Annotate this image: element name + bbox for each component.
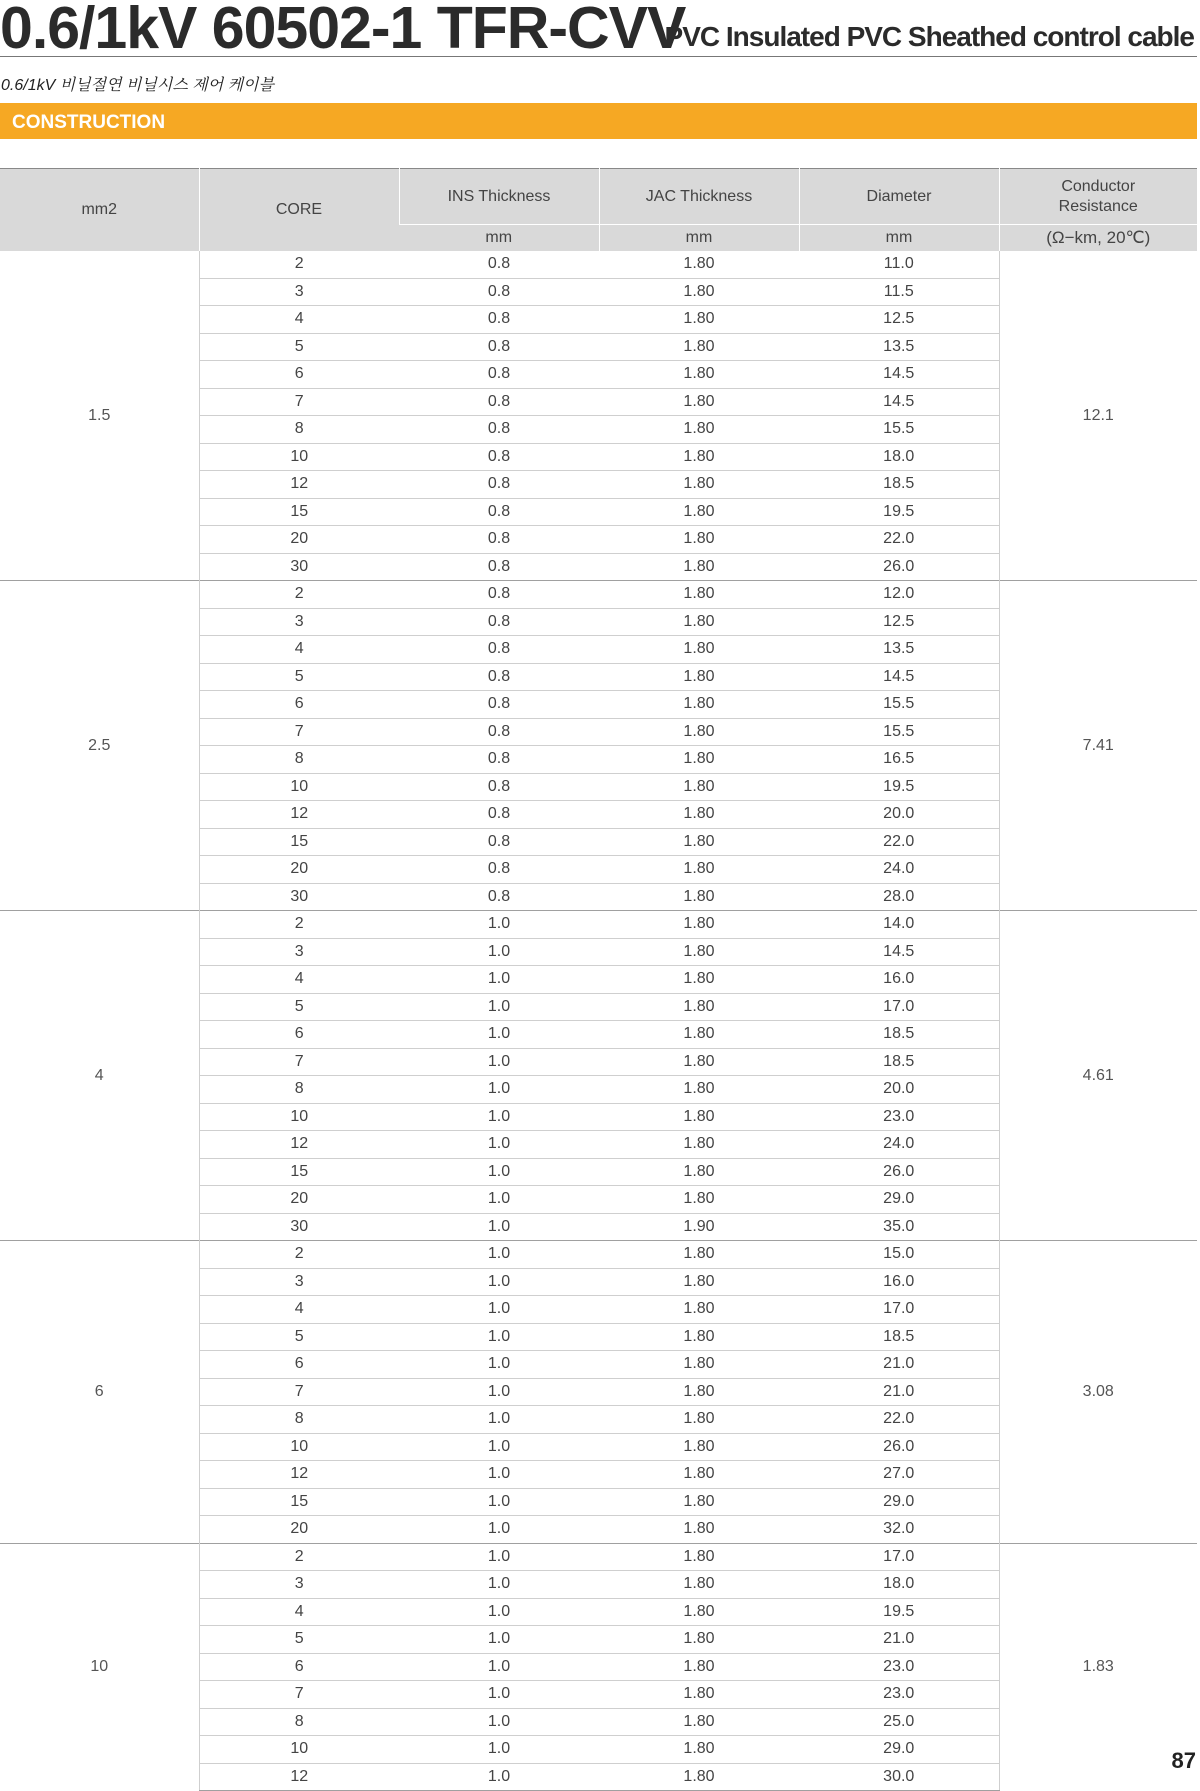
core-cell: 10 — [199, 443, 399, 471]
size-cell: 4 — [0, 911, 199, 1241]
page-subtitle: PVC Insulated PVC Sheathed control cable — [664, 21, 1194, 52]
core-cell: 7 — [199, 1681, 399, 1709]
resistance-cell: 4.61 — [999, 911, 1197, 1241]
diameter-cell: 25.0 — [799, 1708, 999, 1736]
jac-thickness-cell: 1.80 — [599, 966, 799, 994]
jac-thickness-cell: 1.80 — [599, 856, 799, 884]
diameter-cell: 11.0 — [799, 251, 999, 278]
core-cell: 15 — [199, 498, 399, 526]
ins-thickness-cell: 0.8 — [399, 361, 599, 389]
unit-resistance: (Ω−km, 20℃) — [999, 225, 1197, 252]
diameter-cell: 17.0 — [799, 1296, 999, 1324]
jac-thickness-cell: 1.80 — [599, 663, 799, 691]
core-cell: 12 — [199, 801, 399, 829]
jac-thickness-cell: 1.80 — [599, 1653, 799, 1681]
core-cell: 6 — [199, 361, 399, 389]
core-cell: 3 — [199, 1268, 399, 1296]
ins-thickness-cell: 0.8 — [487, 255, 511, 273]
diameter-cell: 19.5 — [799, 498, 999, 526]
diameter-cell: 22.0 — [799, 1406, 999, 1434]
resistance-cell: 12.1 — [1082, 406, 1114, 424]
diameter-cell: 15.5 — [799, 416, 999, 444]
jac-thickness-cell: 1.80 — [599, 1241, 799, 1269]
ins-thickness-cell: 0.8 — [399, 773, 599, 801]
jac-thickness-cell: 1.80 — [599, 1626, 799, 1654]
diameter-cell: 16.5 — [799, 746, 999, 774]
header-resistance-line1: Conductor — [1061, 177, 1136, 195]
diameter-cell: 23.0 — [799, 1681, 999, 1709]
ins-thickness-cell: 1.0 — [399, 1461, 599, 1489]
core-cell: 15 — [199, 1488, 399, 1516]
diameter-cell: 13.5 — [799, 333, 999, 361]
ins-thickness-cell: 0.8 — [399, 388, 599, 416]
ins-thickness-cell: 1.0 — [399, 1158, 599, 1186]
diameter-cell: 13.5 — [799, 636, 999, 664]
header-resistance-line2: Resistance — [1058, 197, 1138, 215]
header-jac-thickness: JAC Thickness — [599, 169, 799, 225]
core-cell: 10 — [199, 1103, 399, 1131]
ins-thickness-cell: 1.0 — [399, 1406, 599, 1434]
diameter-cell: 16.0 — [799, 1268, 999, 1296]
ins-thickness-cell: 1.0 — [399, 1323, 599, 1351]
diameter-cell: 23.0 — [799, 1103, 999, 1131]
jac-thickness-cell: 1.80 — [599, 416, 799, 444]
jac-thickness-cell: 1.80 — [599, 1598, 799, 1626]
jac-thickness-cell: 1.80 — [599, 1103, 799, 1131]
jac-thickness-cell: 1.80 — [599, 553, 799, 581]
core-cell: 10 — [199, 1736, 399, 1764]
diameter-cell: 26.0 — [799, 1158, 999, 1186]
diameter-cell: 18.5 — [799, 1323, 999, 1351]
jac-thickness-cell: 1.80 — [599, 1131, 799, 1159]
jac-thickness-cell: 1.80 — [599, 1708, 799, 1736]
jac-thickness-cell: 1.80 — [599, 1076, 799, 1104]
unit-diameter: mm — [799, 225, 999, 252]
ins-thickness-cell: 0.8 — [399, 443, 599, 471]
ins-thickness-cell: 0.8 — [399, 526, 599, 554]
size-cell: 1.5 — [88, 406, 111, 424]
jac-thickness-cell: 1.80 — [599, 498, 799, 526]
header-ins-thickness: INS Thickness — [399, 169, 599, 225]
diameter-cell: 20.0 — [799, 1076, 999, 1104]
diameter-cell: 14.0 — [799, 911, 999, 939]
diameter-cell: 29.0 — [799, 1186, 999, 1214]
jac-thickness-cell: 1.80 — [599, 1378, 799, 1406]
jac-thickness-cell: 1.80 — [599, 1268, 799, 1296]
jac-thickness-cell: 1.80 — [599, 1571, 799, 1599]
diameter-cell: 27.0 — [799, 1461, 999, 1489]
core-cell: 5 — [199, 663, 399, 691]
ins-thickness-cell: 1.0 — [399, 911, 599, 939]
header-diameter: Diameter — [799, 169, 999, 225]
ins-thickness-cell: 1.0 — [399, 1763, 599, 1791]
ins-thickness-cell: 1.0 — [399, 1488, 599, 1516]
diameter-cell: 17.0 — [799, 993, 999, 1021]
ins-thickness-cell: 1.0 — [399, 1351, 599, 1379]
core-cell: 7 — [199, 1378, 399, 1406]
core-cell: 12 — [199, 1131, 399, 1159]
ins-thickness-cell: 1.0 — [399, 1626, 599, 1654]
unit-ins: mm — [399, 225, 599, 252]
core-cell: 30 — [199, 883, 399, 911]
size-cell: 6 — [0, 1241, 199, 1544]
diameter-cell: 19.5 — [799, 1598, 999, 1626]
ins-thickness-cell: 0.8 — [399, 718, 599, 746]
jac-thickness-cell: 1.80 — [599, 1048, 799, 1076]
ins-thickness-cell: 1.0 — [399, 1076, 599, 1104]
ins-thickness-cell: 0.8 — [399, 801, 599, 829]
jac-thickness-cell: 1.80 — [599, 746, 799, 774]
core-cell: 6 — [199, 691, 399, 719]
core-cell: 8 — [199, 746, 399, 774]
core-cell: 6 — [199, 1653, 399, 1681]
jac-thickness-cell: 1.80 — [599, 1763, 799, 1791]
core-cell: 4 — [199, 1598, 399, 1626]
diameter-cell: 12.0 — [799, 581, 999, 609]
core-cell: 2 — [199, 581, 399, 609]
jac-thickness-cell: 1.80 — [599, 278, 799, 306]
core-cell: 30 — [199, 1213, 399, 1241]
diameter-cell: 15.5 — [799, 691, 999, 719]
ins-thickness-cell: 1.0 — [399, 1268, 599, 1296]
core-cell: 20 — [199, 1516, 399, 1544]
korean-subtitle: 0.6/1kV 비닐절연 비닐시스 제어 케이블 — [1, 77, 274, 94]
jac-thickness-cell: 1.80 — [599, 938, 799, 966]
diameter-cell: 15.5 — [799, 718, 999, 746]
jac-thickness-cell: 1.80 — [599, 1021, 799, 1049]
resistance-cell: 3.08 — [999, 1241, 1197, 1544]
ins-thickness-cell: 1.0 — [399, 1378, 599, 1406]
ins-thickness-cell: 1.0 — [399, 1241, 599, 1269]
diameter-cell: 22.0 — [799, 526, 999, 554]
jac-thickness-cell: 1.80 — [599, 608, 799, 636]
ins-thickness-cell: 1.0 — [399, 966, 599, 994]
ins-thickness-cell: 0.8 — [399, 636, 599, 664]
core-cell: 3 — [199, 608, 399, 636]
ins-thickness-cell: 1.0 — [399, 1653, 599, 1681]
ins-thickness-cell: 1.0 — [399, 1681, 599, 1709]
ins-thickness-cell: 1.0 — [399, 1433, 599, 1461]
resistance-cell: 7.41 — [999, 581, 1197, 911]
table-body — [0, 251, 1197, 1791]
ins-thickness-cell: 1.0 — [399, 1103, 599, 1131]
core-cell: 8 — [199, 1076, 399, 1104]
core-cell: 3 — [199, 1571, 399, 1599]
jac-thickness-cell: 1.80 — [599, 1516, 799, 1544]
unit-jac: mm — [599, 225, 799, 252]
diameter-cell: 18.0 — [799, 443, 999, 471]
ins-thickness-cell: 0.8 — [399, 471, 599, 499]
diameter-cell: 23.0 — [799, 1653, 999, 1681]
core-cell: 5 — [199, 1323, 399, 1351]
core-cell: 5 — [199, 333, 399, 361]
ins-thickness-cell: 0.8 — [399, 553, 599, 581]
diameter-cell: 32.0 — [799, 1516, 999, 1544]
ins-thickness-cell: 1.0 — [399, 1213, 599, 1241]
diameter-cell: 18.0 — [799, 1571, 999, 1599]
ins-thickness-cell: 1.0 — [399, 1048, 599, 1076]
core-cell: 8 — [199, 416, 399, 444]
ins-thickness-cell: 1.0 — [399, 1708, 599, 1736]
ins-thickness-cell: 1.0 — [399, 1131, 599, 1159]
jac-thickness-cell: 1.80 — [599, 993, 799, 1021]
diameter-cell: 19.5 — [799, 773, 999, 801]
diameter-cell: 22.0 — [799, 828, 999, 856]
jac-thickness-cell: 1.80 — [599, 1351, 799, 1379]
title-row — [0, 0, 1197, 61]
diameter-cell: 12.5 — [799, 608, 999, 636]
diameter-cell: 11.5 — [799, 278, 999, 306]
table-row — [0, 911, 1197, 939]
ins-thickness-cell: 0.8 — [399, 746, 599, 774]
jac-thickness-cell: 1.80 — [599, 828, 799, 856]
ins-thickness-cell: 1.0 — [399, 993, 599, 1021]
core-cell: 30 — [199, 553, 399, 581]
section-title: CONSTRUCTION — [12, 112, 166, 133]
jac-thickness-cell: 1.80 — [599, 471, 799, 499]
core-cell: 3 — [199, 278, 399, 306]
table-row — [0, 581, 1197, 609]
jac-thickness-cell: 1.80 — [599, 718, 799, 746]
core-cell: 4 — [199, 306, 399, 334]
core-cell: 12 — [199, 471, 399, 499]
jac-thickness-cell: 1.80 — [599, 526, 799, 554]
ins-thickness-cell: 0.8 — [399, 581, 599, 609]
jac-thickness-cell: 1.80 — [599, 388, 799, 416]
table-row — [0, 1241, 1197, 1269]
core-cell: 20 — [199, 526, 399, 554]
diameter-cell: 17.0 — [799, 1543, 999, 1571]
core-cell: 6 — [199, 1351, 399, 1379]
diameter-cell: 14.5 — [799, 361, 999, 389]
diameter-cell: 29.0 — [799, 1736, 999, 1764]
jac-thickness-cell: 1.80 — [599, 361, 799, 389]
core-cell: 10 — [199, 773, 399, 801]
page-number: 87 — [1171, 1748, 1196, 1773]
jac-thickness-cell: 1.80 — [599, 333, 799, 361]
diameter-cell: 24.0 — [799, 856, 999, 884]
jac-thickness-cell: 1.80 — [599, 1323, 799, 1351]
jac-thickness-cell: 1.80 — [599, 1433, 799, 1461]
jac-thickness-cell: 1.80 — [599, 1406, 799, 1434]
core-cell: 7 — [199, 1048, 399, 1076]
diameter-cell: 14.5 — [799, 938, 999, 966]
core-cell: 2 — [199, 251, 399, 278]
ins-thickness-cell: 1.0 — [399, 1736, 599, 1764]
core-cell: 8 — [199, 1708, 399, 1736]
jac-thickness-cell: 1.80 — [683, 255, 715, 273]
core-cell: 12 — [199, 1763, 399, 1791]
core-cell: 6 — [199, 1021, 399, 1049]
jac-thickness-cell: 1.80 — [599, 1543, 799, 1571]
core-cell: 20 — [199, 1186, 399, 1214]
diameter-cell: 28.0 — [799, 883, 999, 911]
core-cell: 10 — [199, 1433, 399, 1461]
ins-thickness-cell: 0.8 — [399, 333, 599, 361]
header-row — [0, 169, 1197, 225]
size-cell: 10 — [0, 1543, 199, 1791]
diameter-cell: 21.0 — [799, 1626, 999, 1654]
size-cell: 2.5 — [0, 581, 199, 911]
jac-thickness-cell: 1.80 — [599, 773, 799, 801]
header-core: CORE — [199, 169, 399, 252]
ins-thickness-cell: 1.0 — [399, 938, 599, 966]
header-resistance — [999, 169, 1197, 225]
ins-thickness-cell: 0.8 — [399, 856, 599, 884]
core-cell: 3 — [199, 938, 399, 966]
diameter-cell: 12.5 — [799, 306, 999, 334]
diameter-cell: 18.5 — [799, 1021, 999, 1049]
ins-thickness-cell: 1.0 — [399, 1296, 599, 1324]
ins-thickness-cell: 0.8 — [399, 416, 599, 444]
diameter-cell: 14.5 — [799, 663, 999, 691]
construction-table — [0, 168, 1197, 1791]
core-cell: 2 — [199, 1543, 399, 1571]
diameter-cell: 15.0 — [799, 1241, 999, 1269]
ins-thickness-cell: 0.8 — [399, 663, 599, 691]
diameter-cell: 14.5 — [799, 388, 999, 416]
ins-thickness-cell: 0.8 — [399, 828, 599, 856]
jac-thickness-cell: 1.80 — [599, 1681, 799, 1709]
core-cell: 2 — [199, 1241, 399, 1269]
ins-thickness-cell: 0.8 — [399, 608, 599, 636]
ins-thickness-cell: 1.0 — [399, 1516, 599, 1544]
ins-thickness-cell: 1.0 — [399, 1598, 599, 1626]
diameter-cell: 18.5 — [799, 471, 999, 499]
core-cell: 15 — [199, 1158, 399, 1186]
jac-thickness-cell: 1.80 — [599, 636, 799, 664]
core-cell: 7 — [199, 718, 399, 746]
core-cell: 2 — [199, 911, 399, 939]
core-cell: 5 — [199, 1626, 399, 1654]
jac-thickness-cell: 1.90 — [599, 1213, 799, 1241]
ins-thickness-cell: 1.0 — [399, 1021, 599, 1049]
jac-thickness-cell: 1.80 — [599, 1488, 799, 1516]
jac-thickness-cell: 1.80 — [599, 443, 799, 471]
core-cell: 15 — [199, 828, 399, 856]
ins-thickness-cell: 0.8 — [399, 691, 599, 719]
diameter-cell: 21.0 — [799, 1351, 999, 1379]
core-cell: 4 — [199, 966, 399, 994]
table-row — [0, 1543, 1197, 1571]
jac-thickness-cell: 1.80 — [599, 1736, 799, 1764]
core-cell: 5 — [199, 993, 399, 1021]
core-cell: 7 — [199, 388, 399, 416]
diameter-cell: 30.0 — [799, 1763, 999, 1791]
jac-thickness-cell: 1.80 — [599, 1461, 799, 1489]
ins-thickness-cell: 0.8 — [399, 883, 599, 911]
ins-thickness-cell: 1.0 — [399, 1186, 599, 1214]
ins-thickness-cell: 1.0 — [399, 1571, 599, 1599]
jac-thickness-cell: 1.80 — [599, 691, 799, 719]
ins-thickness-cell: 1.0 — [399, 1543, 599, 1571]
table-row — [0, 251, 1197, 278]
jac-thickness-cell: 1.80 — [599, 1158, 799, 1186]
core-cell: 20 — [199, 856, 399, 884]
jac-thickness-cell: 1.80 — [599, 883, 799, 911]
ins-thickness-cell: 0.8 — [399, 498, 599, 526]
core-cell: 8 — [199, 1406, 399, 1434]
jac-thickness-cell: 1.80 — [599, 1186, 799, 1214]
diameter-cell: 29.0 — [799, 1488, 999, 1516]
jac-thickness-cell: 1.80 — [599, 801, 799, 829]
diameter-cell: 20.0 — [799, 801, 999, 829]
ins-thickness-cell: 0.8 — [399, 278, 599, 306]
diameter-cell: 18.5 — [799, 1048, 999, 1076]
jac-thickness-cell: 1.80 — [599, 581, 799, 609]
ins-thickness-cell: 0.8 — [399, 306, 599, 334]
diameter-cell: 26.0 — [799, 553, 999, 581]
diameter-cell: 16.0 — [799, 966, 999, 994]
jac-thickness-cell: 1.80 — [599, 306, 799, 334]
section-header-bar — [0, 103, 1197, 139]
resistance-cell: 1.83 — [999, 1543, 1197, 1791]
page-title: 0.6/1kV 60502-1 TFR-CVV — [0, 0, 686, 61]
core-cell: 4 — [199, 636, 399, 664]
diameter-cell: 24.0 — [799, 1131, 999, 1159]
diameter-cell: 35.0 — [799, 1213, 999, 1241]
core-cell: 4 — [199, 1296, 399, 1324]
core-cell: 12 — [199, 1461, 399, 1489]
diameter-cell: 21.0 — [799, 1378, 999, 1406]
jac-thickness-cell: 1.80 — [599, 1296, 799, 1324]
header-size: mm2 — [0, 169, 199, 252]
jac-thickness-cell: 1.80 — [599, 911, 799, 939]
diameter-cell: 26.0 — [799, 1433, 999, 1461]
